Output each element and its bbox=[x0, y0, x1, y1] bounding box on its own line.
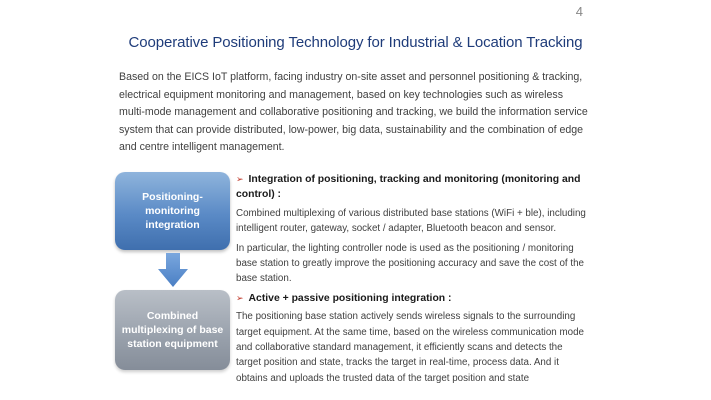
flow-box-label: Positioning-monitoring integration bbox=[142, 191, 203, 231]
section-heading bbox=[236, 291, 586, 306]
bullet-arrow-icon: ➢ bbox=[236, 174, 244, 184]
section-paragraph: The positioning base station actively sends wireless signals to the surrounding target equipment. At the same time, based on the wireless communication mode and collaborative standard management, it efficiently scans and detects the target position and state, tracks the target in real-time, process data. And it obtains and uploads the trusted data of the target position and state bbox=[236, 311, 584, 384]
flow-box-combined-multiplexing bbox=[115, 290, 230, 370]
section-heading-text: Active + passive positioning integration : bbox=[248, 292, 452, 304]
down-arrow-icon bbox=[158, 253, 188, 287]
page-number: 4 bbox=[575, 4, 583, 19]
page-title: Cooperative Positioning Technology for Industrial & Location Tracking bbox=[128, 34, 583, 51]
section-heading-text: Integration of positioning, tracking and monitoring (monitoring and control) : bbox=[236, 174, 581, 201]
bullet-arrow-icon: ➢ bbox=[236, 292, 244, 303]
section-paragraph: In particular, the lighting controller node is used as the positioning / monitoring base station to greatly improve the positioning accuracy and save the cost of the base station. bbox=[236, 242, 584, 285]
flow-box-positioning-monitoring bbox=[115, 172, 230, 250]
flow-box-label: Combined multiplexing of base station equipment bbox=[121, 310, 224, 350]
content-column bbox=[236, 172, 586, 386]
section-heading bbox=[236, 172, 586, 203]
section-paragraph: Combined multiplexing of various distributed base stations (WiFi + ble), including intelligent router, gateway, socket / adapter, Bluetooth beacon and sensor. bbox=[236, 207, 586, 235]
intro-paragraph: Based on the EICS IoT platform, facing industry on-site asset and personnel positioning & tracking, electrical equipment monitoring and management, based on key technologies such as wireless multi-mode management and collaborative positioning and tracking, we build the information service system that can provide distributed, low-power, big data, sustainability and the combination of edge and centre intelligent management. bbox=[119, 71, 588, 154]
